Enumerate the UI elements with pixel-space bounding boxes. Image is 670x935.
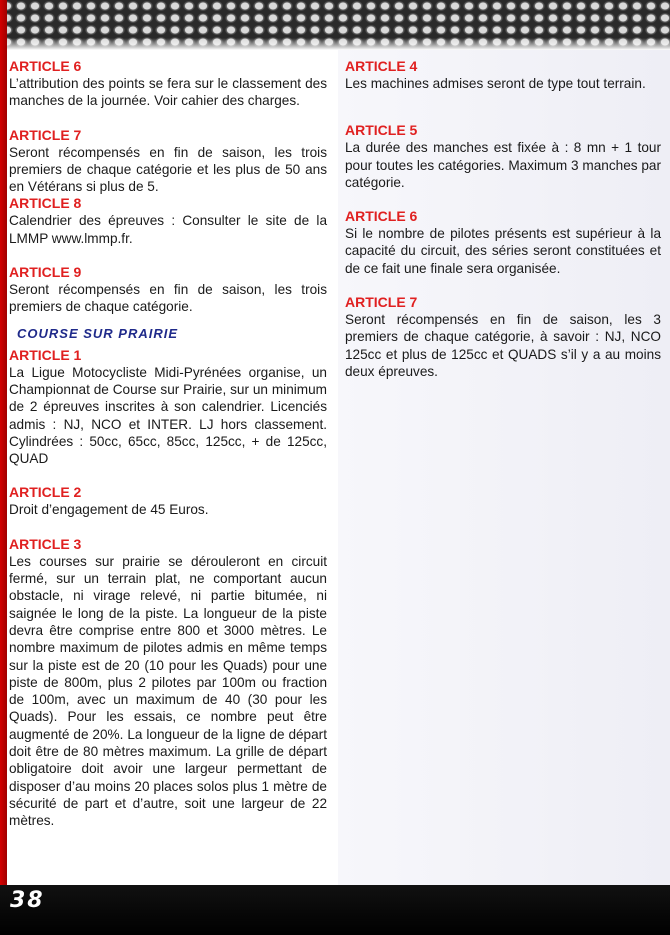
footer-band — [0, 885, 670, 935]
page-number: 38 — [10, 888, 45, 913]
article-heading: ARTICLE 2 — [9, 484, 82, 501]
article-heading: ARTICLE 1 — [9, 346, 82, 363]
left-red-edge — [0, 0, 7, 935]
section-title: COURSE SUR PRAIRIE — [17, 325, 179, 341]
article-text: Seront récompensés en fin de saison, les trois premiers de chaque catégorie. — [9, 282, 327, 315]
article-block — [345, 208, 661, 277]
article-text: La durée des manches est fixée à : 8 mn + 1 tour pour toutes les catégories. Maximum 3 manches par catégorie. — [345, 140, 661, 190]
article-heading: ARTICLE 6 — [9, 58, 82, 74]
article-text: Les courses sur prairie se dérouleront en circuit fermé, sur un terrain plat, ne comportant aucun obstacle, ni virage relevé, ni partie bitumée, ni saignée le long de la piste. La longueur de la piste devra être comprise entre 800 et 3000 mètres. Le nombre maximum de pilotes admis en même temps sur la piste est de 20 (10 pour les Quads) pour une piste de 800m, plus 2 pilotes par 100m ou fraction de 100m, avec un maximum de 40 (30 pour les Quads). Pour les essais, ce nombre peut être augmenté de 20%. La longueur de la ligne de départ doit être de 80 mètres maximum. La grille de départ obligatoire doit avoir une largeur permettant de disposer d’au moins 20 places solos plus 1 mètre de sécurité de part et d’autre, soit une largeur de 22 mètres. — [9, 553, 327, 829]
article-block — [345, 122, 661, 191]
header-pattern-band — [0, 0, 670, 50]
article-text: La Ligue Motocycliste Midi-Pyrénées organise, un Championnat de Course sur Prairie, sur un minimum de 2 épreuves inscrites à son calendrier. Licenciés admis : NJ, NCO et INTER. LJ hors classement. Cylindrées : 50cc, 65cc, 85cc, 125cc, + de 125cc, QUAD — [9, 364, 327, 467]
article-heading: ARTICLE 7 — [345, 294, 418, 311]
article-heading: ARTICLE 5 — [345, 122, 418, 139]
article-block — [9, 347, 327, 468]
article-block — [9, 536, 327, 830]
article-heading: ARTICLE 4 — [345, 58, 418, 74]
article-block — [345, 58, 661, 92]
article-heading: ARTICLE 8 — [9, 195, 82, 212]
article-text: Les machines admises seront de type tout terrain. — [345, 76, 646, 91]
article-heading: ARTICLE 9 — [9, 264, 82, 281]
article-block — [9, 264, 327, 316]
article-text: L’attribution des points se fera sur le classement des manches de la journée. Voir cahier des charges. — [9, 76, 327, 109]
article-text: Seront récompensés en fin de saison, les 3 premiers de chaque catégorie, à savoir : NJ, NCO 125cc et plus de 125cc et QUADS s’il y a au moins deux épreuves. — [345, 312, 661, 379]
article-block — [9, 58, 327, 110]
article-block — [9, 195, 327, 247]
article-text: Droit d’engagement de 45 Euros. — [9, 502, 209, 518]
article-heading: ARTICLE 3 — [9, 535, 82, 552]
article-text: Calendrier des épreuves : Consulter le site de la LMMP www.lmmp.fr. — [9, 213, 327, 246]
article-block — [9, 127, 327, 196]
article-block — [345, 294, 661, 380]
article-block — [9, 484, 327, 518]
article-text: Si le nombre de pilotes présents est supérieur à la capacité du circuit, des séries seront constituées et de ce fait une finale sera organisée. — [345, 226, 661, 276]
right-column — [345, 58, 661, 397]
article-text: Seront récompensés en fin de saison, les trois premiers de chaque catégorie et les plus de 50 ans en Vétérans si plus de 5. — [9, 144, 327, 195]
article-heading: ARTICLE 6 — [345, 208, 418, 225]
article-heading: ARTICLE 7 — [9, 126, 82, 143]
left-column — [9, 58, 327, 847]
